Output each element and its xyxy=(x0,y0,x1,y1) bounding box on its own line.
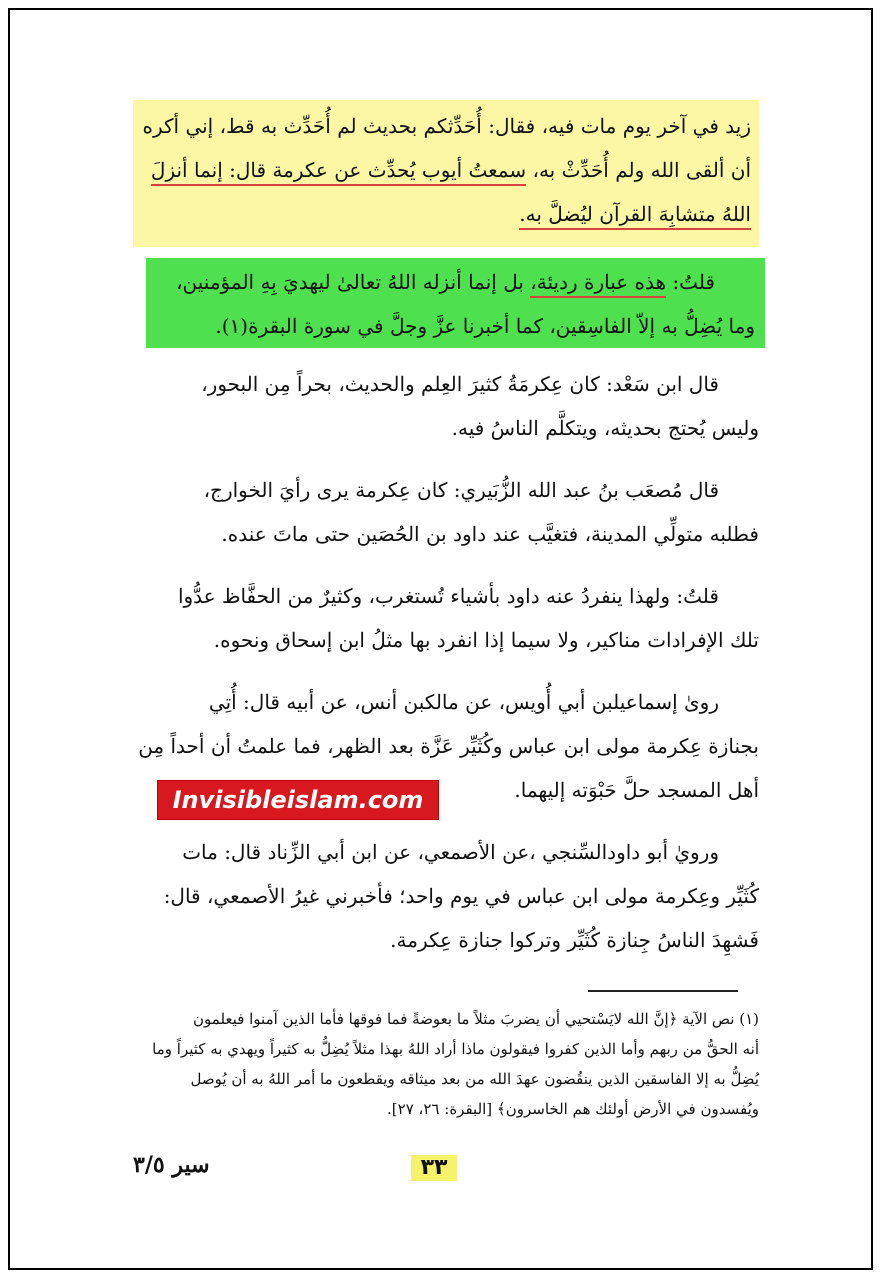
paragraph-comment-dawud xyxy=(133,574,759,662)
paragraph-line: أهل المسجد حلَّ حَبْوَته إليهما. xyxy=(514,778,759,802)
comment-line-2: وما يُضِلُّ به إلاّ الفاسِقين، كما أخبرنا عزَّ وجلَّ في سورة البقرة(١). xyxy=(215,314,755,338)
paragraph-line: ورويٰ أبو داودالسِّنجي ،عن الأصمعي، عن ابن أبي الزِّناد قال: مات xyxy=(182,840,719,864)
quote-line-2-plain: أن ألقى الله ولم أُحَدِّثْ به، xyxy=(532,158,751,182)
highlighted-quote xyxy=(133,100,759,247)
page-number: ٣٣ xyxy=(411,1155,457,1181)
paragraph-line: فطلبه متولِّي المدينة، فتغيَّب عند داود بن الحُصَين حتى ماتَ عنده. xyxy=(221,522,759,546)
paragraph-line: كُثَيِّر وعِكرمة مولى ابن عباس في يوم واحد؛ فأخبرني غيرُ الأصمعي، قال: xyxy=(163,884,759,908)
paragraph-line: قلتُ: ولهذا ينفردُ عنه داود بأشياء تُستغرب، وكثيرٌ من الحفَّاظ عدُّوا xyxy=(177,584,719,608)
quote-line-2 xyxy=(141,148,751,192)
comment-underlined-text: هذه عبارة رديئة، xyxy=(530,270,666,298)
quote-line-1: زيد في آخر يوم مات فيه، فقال: أُحَدِّثكم بحديث لم أُحَدِّث به قط، إني أكره xyxy=(142,114,751,138)
footnote-divider xyxy=(588,990,738,992)
footnote-line: أنه الحقُّ من ربهم وأما الذين كفروا فيقولون ماذا أراد اللهُ بهذا مثلاً يُضِلُّ به كثيراً ويهدي به كثيراً وما xyxy=(152,1040,759,1058)
comment-lead: قلتُ: xyxy=(672,270,715,294)
quote-underlined-text-2: اللهُ متشابِهَ القرآن ليُضلَّ به. xyxy=(519,202,751,230)
paragraph-line: روىٰ إسماعيلبن أبي أُويس، عن مالكبن أنس، عن أبيه قال: أُتِي xyxy=(208,690,719,714)
footnote xyxy=(133,1004,759,1124)
comment-line-1-rest: بل إنما أنزله اللهُ تعالىٰ ليهديَ بِهِ المؤمنين، xyxy=(176,270,524,294)
paragraph-line: وليس يُحتج بحديثه، ويتكلَّم الناسُ فيه. xyxy=(451,416,759,440)
quote-underlined-text: سمعتُ أيوب يُحدِّث عن عكرمة قال: إنما أنزلَ xyxy=(151,158,526,186)
paragraph-line: تلك الإفرادات مناكير، ولا سيما إذا انفرد بها مثلُ ابن إسحاق ونحوه. xyxy=(213,628,759,652)
paragraph-line: قال مُصعَب بنُ عبد الله الزُّبَيري: كان عِكرمة يرى رأيَ الخوارج، xyxy=(203,478,719,502)
footnote-line: (١) نص الآية ﴿إنَّ الله لايَسْتحيي أن يضربَ مثلاً ما بعوضةً فما فوقها فأما الذين آمنوا فيعلمون xyxy=(193,1010,759,1028)
footnote-line: ويُفسدون في الأرض أولئك هم الخاسرون﴾ [البقرة: ٢٦، ٢٧]. xyxy=(387,1100,759,1118)
quote-line-3 xyxy=(141,192,751,236)
comment-line-1 xyxy=(156,260,755,304)
paragraph-line: قال ابن سَعْد: كان عِكرمَةُ كثيرَ العِلم والحديث، بحراً مِن البحور، xyxy=(201,372,719,396)
paragraph-abu-dawud xyxy=(133,830,759,962)
paragraph-line: فَشهِدَ الناسُ جِنازة كُثَيِّر وتركوا جنازة عِكرمة. xyxy=(390,928,759,952)
paragraph-line: بجنازة عِكرمة مولى ابن عباس وكُثَيِّر عَزَّة بعد الظهر، فما علمتُ أن أحداً مِن xyxy=(138,734,759,758)
paragraph-musab xyxy=(133,468,759,556)
running-footer: سير ٣/٥ xyxy=(133,1152,210,1178)
paragraph-ibn-saad xyxy=(133,362,759,450)
watermark-logo: Invisibleislam.com xyxy=(157,780,439,820)
highlighted-comment xyxy=(146,258,765,348)
footnote-line: يُضِلُّ به إلا الفاسقين الذين ينقُضون عهدَ الله من بعد ميثاقه ويقطعون ما أمر اللهُ به أن يُوصل xyxy=(190,1070,759,1088)
